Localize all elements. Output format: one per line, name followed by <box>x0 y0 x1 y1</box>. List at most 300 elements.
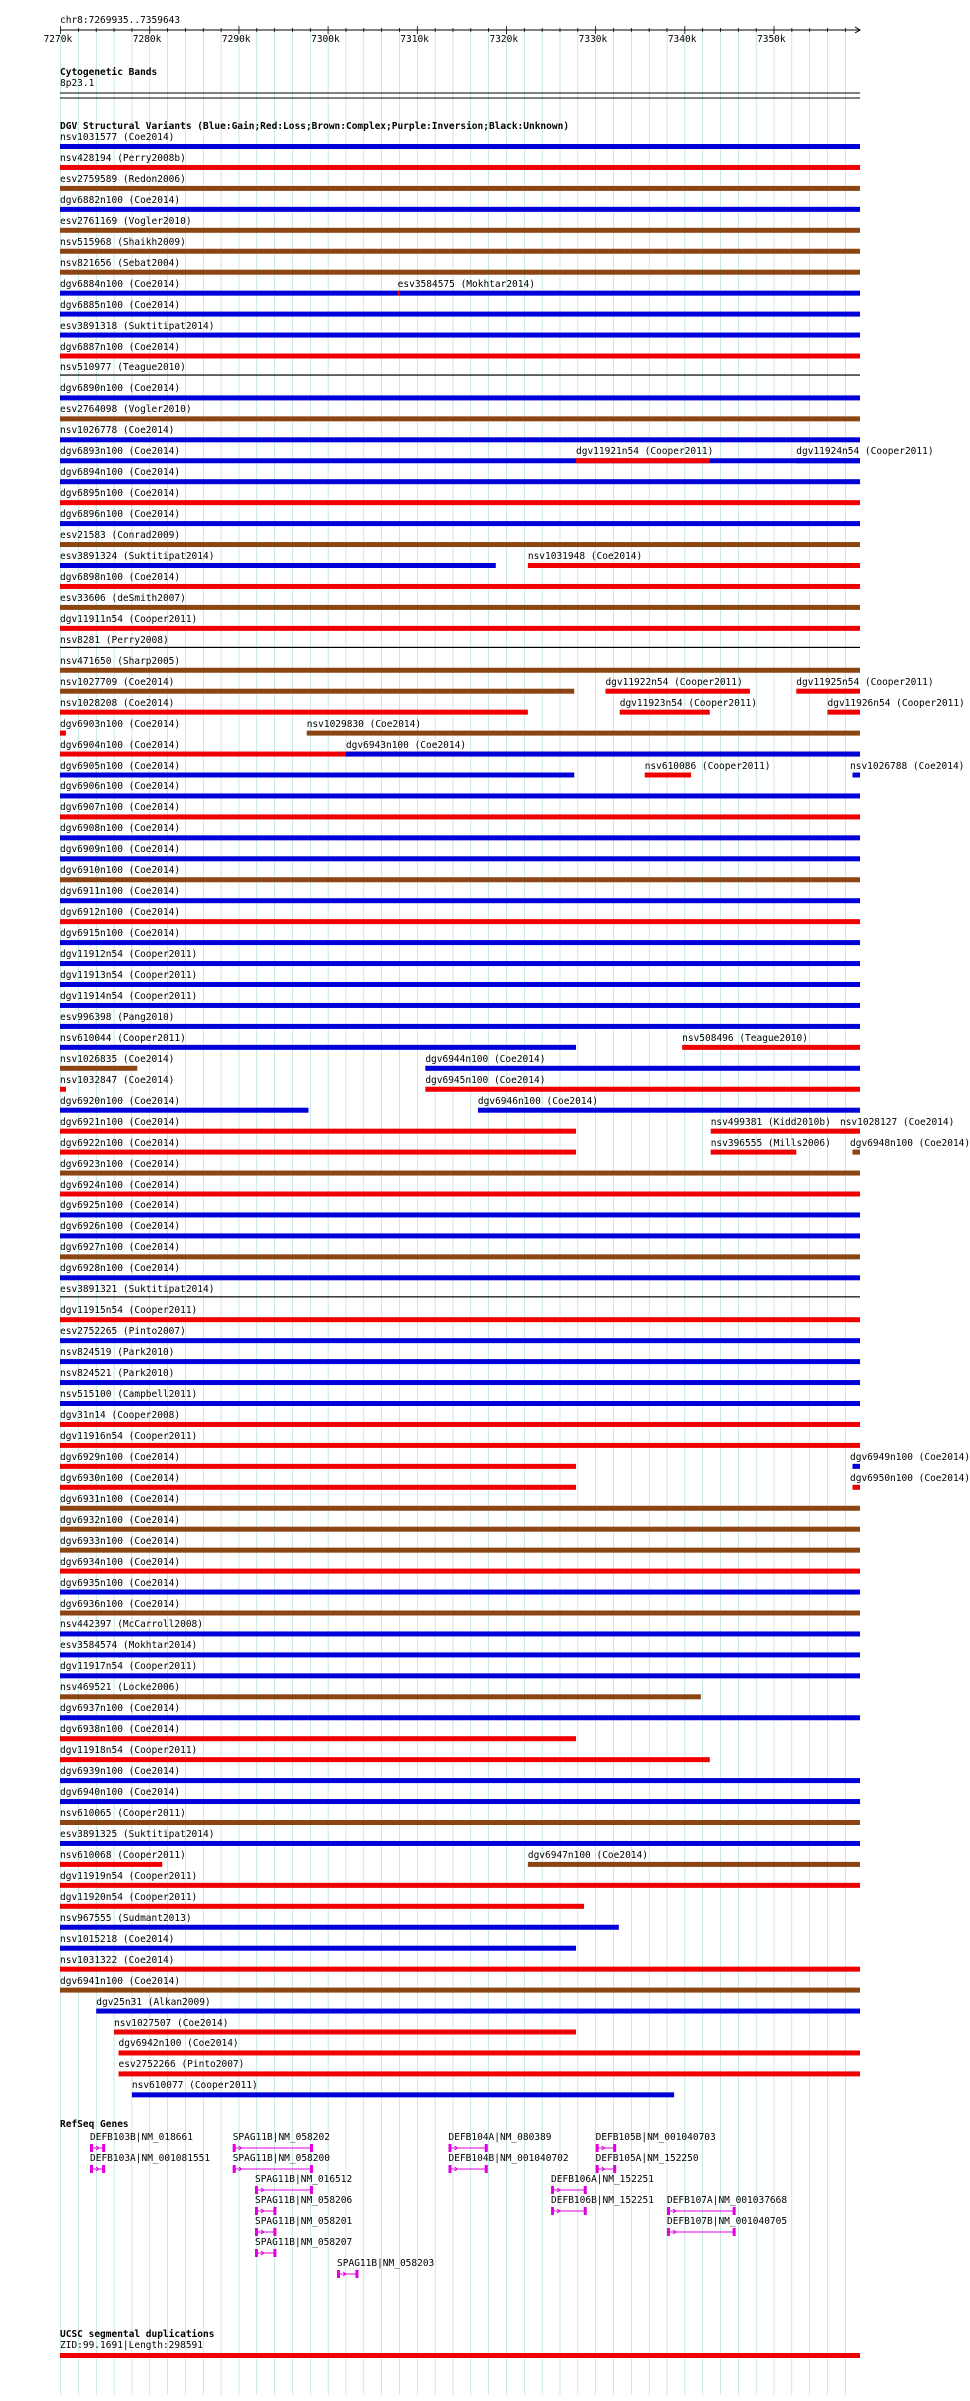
dgv-variant-label[interactable]: dgv6898n100 (Coe2014) <box>60 571 181 583</box>
dgv-variant-label[interactable]: dgv6929n100 (Coe2014) <box>60 1451 181 1463</box>
dgv-variant-label[interactable]: dgv6895n100 (Coe2014) <box>60 488 181 500</box>
gene-exon <box>485 2165 488 2173</box>
dgv-variant-bar <box>852 1485 860 1490</box>
dgv-variant-label[interactable]: nsv515968 (Shaikh2009) <box>60 236 186 248</box>
refseq-gene-label[interactable]: DEFB107B|NM_001040705 <box>666 2216 788 2227</box>
dgv-variant-bar <box>60 1422 860 1427</box>
dgv-variant-bar <box>60 1715 860 1720</box>
dgv-variant-label[interactable]: nsv610044 (Cooper2011) <box>60 1032 186 1044</box>
dgv-variant-label[interactable]: dgv6948n100 (Coe2014) <box>850 1137 970 1149</box>
dgv-variant-bar <box>60 1129 576 1134</box>
gene-exon <box>613 2165 616 2173</box>
axis-tick-label: 7330k <box>578 34 608 45</box>
dgv-variant-label[interactable]: dgv31n14 (Cooper2008) <box>60 1409 181 1421</box>
dgv-variant-bar <box>711 1129 860 1134</box>
dgv-variant-label[interactable]: dgv6950n100 (Coe2014) <box>850 1472 970 1484</box>
dgv-variant-label[interactable]: dgv11912n54 (Cooper2011) <box>60 949 198 961</box>
gene-exon <box>613 2144 616 2152</box>
dgv-variant-bar <box>60 1673 860 1678</box>
dgv-variant-label[interactable]: dgv6907n100 (Coe2014) <box>60 802 181 814</box>
dgv-variant-bar <box>60 1317 860 1322</box>
dgv-variant-label[interactable]: nsv1031948 (Coe2014) <box>527 551 643 562</box>
dgv-variant-label[interactable]: dgv6890n100 (Coe2014) <box>60 383 181 395</box>
gene-exon <box>273 2207 276 2215</box>
dgv-variant-bar <box>60 1841 860 1846</box>
dgv-variant-label[interactable]: dgv6936n100 (Coe2014) <box>60 1598 181 1610</box>
gene-exon <box>733 2228 736 2236</box>
dgv-variant-bar <box>620 710 710 715</box>
dgv-variant-label[interactable]: esv3891325 (Suktitipat2014) <box>60 1828 215 1840</box>
dgv-variant-bar <box>119 2050 860 2055</box>
dgv-variant-bar <box>60 689 574 694</box>
dgv-variant-bar <box>60 1569 860 1574</box>
refseq-gene-label[interactable]: SPAG11B|NM_058206 <box>254 2195 353 2206</box>
dgv-variant-label[interactable]: esv21583 (Conrad2009) <box>60 530 181 542</box>
gene-exon <box>551 2207 554 2215</box>
refseq-track-title[interactable]: RefSeq Genes <box>60 2119 129 2130</box>
dgv-variant-bar <box>60 668 860 673</box>
dgv-variant-bar <box>60 1359 860 1364</box>
dgv-variant-bar <box>114 2030 576 2035</box>
dgv-variant-bar <box>645 773 691 778</box>
refseq-gene-label[interactable]: DEFB106B|NM_152251 <box>551 2195 654 2206</box>
dgv-variant-label[interactable]: dgv6909n100 (Coe2014) <box>60 844 181 856</box>
dgv-variant-bar <box>60 479 860 484</box>
dgv-variant-label[interactable]: dgv11923n54 (Cooper2011) <box>619 697 757 709</box>
dgv-variant-label[interactable]: nsv442397 (McCarroll2008) <box>60 1619 203 1631</box>
dgv-variant-label[interactable]: nsv1031577 (Coe2014) <box>60 132 175 143</box>
dgv-variant-label[interactable]: dgv11921n54 (Cooper2011) <box>576 446 714 458</box>
dgv-variant-bar <box>60 207 860 212</box>
dgv-variant-bar <box>96 2009 860 2014</box>
dgv-variant-bar <box>60 500 860 505</box>
dgv-variant-label[interactable]: dgv6932n100 (Coe2014) <box>60 1514 181 1526</box>
dgv-variant-bar <box>60 1925 619 1930</box>
dgv-variant-label[interactable]: dgv6935n100 (Coe2014) <box>60 1577 181 1589</box>
dgv-variant-bar <box>60 814 860 819</box>
cyto-band-label[interactable]: 8p23.1 <box>60 78 95 89</box>
dgv-variant-bar <box>60 374 860 375</box>
dgv-variant-bar <box>60 626 860 631</box>
dgv-variant-bar <box>60 1736 576 1741</box>
dgv-variant-label[interactable]: dgv6923n100 (Coe2014) <box>60 1158 181 1170</box>
dgv-variant-bar <box>60 1485 576 1490</box>
dgv-variant-bar <box>60 877 860 882</box>
dgv-variant-label[interactable]: esv3891318 (Suktitipat2014) <box>60 320 215 332</box>
refseq-gene-label[interactable]: DEFB107A|NM_001037668 <box>666 2195 788 2206</box>
dgv-variant-bar <box>60 1631 860 1636</box>
dgv-variant-bar <box>60 940 860 945</box>
gene-exon <box>90 2165 93 2173</box>
dgv-variant-label[interactable]: esv2752265 (Pinto2007) <box>60 1326 186 1338</box>
dgv-variant-bar <box>60 144 860 149</box>
locus-label: chr8:7269935..7359643 <box>60 15 181 26</box>
gene-exon <box>102 2165 105 2173</box>
dgv-variant-label[interactable]: dgv6893n100 (Coe2014) <box>60 446 181 458</box>
dgv-variant-label[interactable]: dgv6927n100 (Coe2014) <box>60 1242 181 1254</box>
dgv-variant-label[interactable]: dgv6934n100 (Coe2014) <box>60 1556 181 1568</box>
dgv-variant-bar <box>60 710 528 715</box>
dgv-variant-label[interactable]: nsv821656 (Sebat2004) <box>60 257 181 269</box>
dgv-variant-label[interactable]: esv3584574 (Mokhtar2014) <box>60 1640 198 1652</box>
dgv-variant-label[interactable]: dgv6887n100 (Coe2014) <box>60 341 181 353</box>
axis-tick-label: 7320k <box>489 34 519 45</box>
gene-exon <box>551 2186 554 2194</box>
dgv-variant-bar <box>60 1548 860 1553</box>
dgv-variant-bar <box>60 1757 710 1762</box>
dgv-variant-label[interactable]: dgv11920n54 (Cooper2011) <box>60 1891 198 1903</box>
dgv-variant-label[interactable]: nsv1027507 (Coe2014) <box>114 2017 229 2029</box>
dgv-variant-bar <box>796 689 860 694</box>
gene-exon <box>310 2144 313 2152</box>
dgv-variant-label[interactable]: dgv6949n100 (Coe2014) <box>850 1451 970 1463</box>
dgv-variant-bar <box>60 1254 860 1259</box>
dgv-variant-label[interactable]: nsv610077 (Cooper2011) <box>131 2080 258 2092</box>
refseq-gene-label[interactable]: SPAG11B|NM_058201 <box>254 2216 353 2227</box>
dgv-variant-label[interactable]: nsv396555 (Mills2006) <box>710 1137 831 1149</box>
dgv-variant-bar <box>119 2071 860 2076</box>
gene-exon <box>255 2228 258 2236</box>
dgv-variant-bar <box>576 458 710 463</box>
dgv-variant-label[interactable]: nsv1027709 (Coe2014) <box>60 676 175 688</box>
dgv-variant-bar <box>528 563 860 568</box>
dgv-variant-bar <box>60 1862 162 1867</box>
axis-tick-label: 7300k <box>311 34 340 45</box>
dgv-variant-bar <box>60 1799 860 1804</box>
dgv-variant-label[interactable]: dgv6884n100 (Coe2014) <box>60 278 181 290</box>
dgv-variant-bar <box>60 1652 860 1657</box>
dgv-variant-label[interactable]: dgv11924n54 (Cooper2011) <box>796 446 934 458</box>
dgv-variant-label[interactable]: dgv11915n54 (Cooper2011) <box>60 1305 198 1317</box>
dgv-variant-label[interactable]: nsv508496 (Teague2010) <box>682 1032 808 1044</box>
gene-exon <box>596 2144 599 2152</box>
dgv-variant-label[interactable]: dgv6908n100 (Coe2014) <box>60 823 181 835</box>
gene-exon <box>449 2144 452 2152</box>
dgv-variant-bar <box>60 165 860 170</box>
dgv-variant-bar <box>60 1401 860 1406</box>
dgv-variant-label[interactable]: dgv6925n100 (Coe2014) <box>60 1200 181 1212</box>
gene-exon <box>233 2144 236 2152</box>
dgv-variant-bar <box>60 982 860 987</box>
dgv-variant-bar <box>60 291 860 296</box>
dgv-variant-label[interactable]: nsv824519 (Park2010) <box>60 1347 175 1359</box>
dgv-variant-label[interactable]: nsv610068 (Cooper2011) <box>60 1849 186 1861</box>
dgv-variant-label[interactable]: esv3891321 (Suktitipat2014) <box>60 1284 215 1296</box>
dgv-variant-label[interactable]: nsv1026835 (Coe2014) <box>60 1053 175 1065</box>
dgv-variant-bar <box>60 1024 860 1029</box>
dgv-variant-bar <box>60 1045 576 1050</box>
refseq-gene-label[interactable]: SPAG11B|NM_016512 <box>254 2174 353 2185</box>
dgv-variant-label[interactable]: dgv6940n100 (Coe2014) <box>60 1787 181 1799</box>
dgv-variant-label[interactable]: dgv11914n54 (Cooper2011) <box>60 990 198 1002</box>
dgv-variant-bar <box>60 333 860 338</box>
dgv-variant-bar <box>60 1611 860 1616</box>
dgv-variant-bar <box>852 773 860 778</box>
gene-exon <box>667 2207 670 2215</box>
dgv-track-title[interactable]: DGV Structural Variants (Blue:Gain;Red:Loss;Brown:Complex;Purple:Inversion;Black:Unknown) <box>60 121 570 132</box>
dgv-variant-label[interactable]: dgv6885n100 (Coe2014) <box>60 299 181 311</box>
dgv-variant-label[interactable]: dgv11911n54 (Cooper2011) <box>60 613 198 625</box>
dgv-variant-bar <box>528 1862 860 1867</box>
dgv-variant-bar <box>60 1694 701 1699</box>
dgv-variant-label[interactable]: dgv25n31 (Alkan2009) <box>96 1996 211 2008</box>
dgv-variant-label[interactable]: dgv6905n100 (Coe2014) <box>60 760 181 772</box>
refseq-gene-label[interactable]: SPAG11B|NM_058207 <box>254 2237 353 2248</box>
gene-exon <box>233 2165 236 2173</box>
refseq-gene-label[interactable]: DEFB103B|NM_018661 <box>90 2132 193 2143</box>
dgv-variant-label[interactable]: nsv1028208 (Coe2014) <box>60 697 175 709</box>
segdup-label[interactable]: ZID:99.1691|Length:298591 <box>60 2340 203 2351</box>
dgv-variant-label[interactable]: nsv428194 (Perry2008b) <box>60 152 186 164</box>
dgv-variant-bar <box>60 773 574 778</box>
axis-tick-label: 7340k <box>667 34 697 45</box>
dgv-variant-label[interactable]: nsv469521 (Locke2006) <box>60 1682 181 1694</box>
dgv-variant-bar <box>60 961 860 966</box>
dgv-variant-bar <box>60 605 860 610</box>
dgv-variant-bar <box>60 1464 576 1469</box>
dgv-variant-bar <box>60 1443 860 1448</box>
dgv-variant-bar <box>60 1590 860 1595</box>
gene-exon <box>733 2207 736 2215</box>
dgv-variant-label[interactable]: dgv6931n100 (Coe2014) <box>60 1493 181 1505</box>
gene-exon <box>355 2270 358 2278</box>
dgv-variant-bar <box>605 689 749 694</box>
dgv-variant-label[interactable]: esv2764098 (Vogler2010) <box>60 404 192 416</box>
dgv-variant-bar <box>60 919 860 924</box>
axis-tick-label: 7290k <box>221 34 251 45</box>
dgv-variant-bar <box>60 1338 860 1343</box>
dgv-variant-bar <box>60 1904 584 1909</box>
dgv-variant-bar <box>60 1527 860 1532</box>
dgv-variant-bar <box>60 1066 137 1071</box>
dgv-variant-bar <box>132 2092 674 2097</box>
axis-tick-label: 7310k <box>400 34 429 45</box>
refseq-gene-label[interactable]: SPAG11B|NM_058203 <box>337 2258 435 2269</box>
gene-exon <box>255 2249 258 2257</box>
dgv-variant-label[interactable]: dgv6896n100 (Coe2014) <box>60 509 181 521</box>
dgv-variant-label[interactable]: dgv6937n100 (Coe2014) <box>60 1703 181 1715</box>
dgv-variant-bar <box>60 1380 860 1385</box>
dgv-variant-label[interactable]: dgv6903n100 (Coe2014) <box>60 718 181 730</box>
dgv-variant-label[interactable]: dgv6911n100 (Coe2014) <box>60 886 181 898</box>
gene-exon <box>273 2249 276 2257</box>
dgv-variant-label[interactable]: nsv824521 (Park2010) <box>60 1368 175 1380</box>
dgv-variant-label[interactable]: dgv6894n100 (Coe2014) <box>60 467 181 479</box>
dgv-variant-label[interactable]: nsv471650 (Sharp2005) <box>60 655 181 667</box>
refseq-gene-label[interactable]: DEFB105A|NM_152250 <box>595 2153 699 2164</box>
segdup-bar <box>60 2353 860 2358</box>
dgv-variant-bar <box>60 186 860 191</box>
dgv-variant-label[interactable]: nsv967555 (Sudmant2013) <box>60 1912 192 1924</box>
dgv-variant-label[interactable]: nsv610086 (Cooper2011) <box>644 760 771 772</box>
dgv-variant-bar <box>60 1087 66 1092</box>
dgv-variant-bar <box>60 647 860 648</box>
gene-exon <box>255 2207 258 2215</box>
dgv-variant-label[interactable]: dgv6943n100 (Coe2014) <box>345 739 467 751</box>
dgv-variant-bar <box>60 793 860 798</box>
dgv-variant-bar <box>60 584 860 589</box>
dgv-variant-label[interactable]: dgv6906n100 (Coe2014) <box>60 781 181 793</box>
refseq-gene-label[interactable]: DEFB103A|NM_001081551 <box>90 2153 211 2164</box>
dgv-variant-label[interactable]: dgv6933n100 (Coe2014) <box>60 1535 181 1547</box>
dgv-variant-bar <box>60 1988 860 1993</box>
dgv-variant-bar <box>60 898 860 903</box>
dgv-variant-label[interactable]: esv33606 (deSmith2007) <box>60 592 186 604</box>
dgv-variant-bar <box>60 1820 860 1825</box>
gene-exon <box>584 2207 587 2215</box>
segdup-track-title[interactable]: UCSC segmental duplications <box>60 2329 215 2340</box>
dgv-variant-label[interactable]: dgv6947n100 (Coe2014) <box>527 1849 648 1861</box>
dgv-variant-label[interactable]: esv3891324 (Suktitipat2014) <box>60 551 215 562</box>
dgv-variant-bar <box>425 1087 860 1092</box>
dgv-variant-label[interactable]: esv2759589 (Redon2006) <box>60 173 186 185</box>
dgv-variant-bar <box>60 1150 576 1155</box>
gene-exon <box>584 2186 587 2194</box>
gene-exon <box>90 2144 93 2152</box>
refseq-gene-label[interactable]: SPAG11B|NM_058202 <box>232 2132 330 2143</box>
dgv-variant-bar <box>60 249 860 254</box>
dgv-variant-label[interactable]: dgv6922n100 (Coe2014) <box>60 1137 181 1149</box>
dgv-variant-bar <box>682 1045 860 1050</box>
refseq-gene-label[interactable]: DEFB104A|NM_080389 <box>448 2132 552 2143</box>
dgv-variant-bar <box>60 1506 860 1511</box>
dgv-variant-label[interactable]: dgv6944n100 (Coe2014) <box>425 1053 546 1065</box>
dgv-variant-bar <box>60 1212 860 1217</box>
refseq-gene-label[interactable]: SPAG11B|NM_058200 <box>232 2153 330 2164</box>
gene-exon <box>667 2228 670 2236</box>
dgv-variant-bar <box>60 437 860 442</box>
dgv-variant-label[interactable]: dgv6882n100 (Coe2014) <box>60 194 181 206</box>
dgv-variant-label[interactable]: nsv610065 (Cooper2011) <box>60 1808 186 1819</box>
dgv-variant-bar <box>60 354 860 359</box>
dgv-variant-label[interactable]: dgv6910n100 (Coe2014) <box>60 865 181 877</box>
dgv-variant-label[interactable]: dgv11918n54 (Cooper2011) <box>60 1745 198 1757</box>
dgv-variant-label[interactable]: dgv6924n100 (Coe2014) <box>60 1179 181 1191</box>
dgv-variant-label[interactable]: dgv6941n100 (Coe2014) <box>60 1975 181 1987</box>
dgv-variant-label[interactable]: dgv6928n100 (Coe2014) <box>60 1263 181 1275</box>
dgv-variant-label[interactable]: nsv1026788 (Coe2014) <box>850 760 965 772</box>
dgv-variant-bar <box>398 291 400 296</box>
dgv-variant-bar <box>478 1108 860 1113</box>
gene-exon <box>273 2228 276 2236</box>
dgv-variant-label[interactable]: dgv11913n54 (Cooper2011) <box>60 970 198 981</box>
gene-exon <box>337 2270 340 2278</box>
dgv-variant-bar <box>852 1150 860 1155</box>
dgv-variant-label[interactable]: dgv11917n54 (Cooper2011) <box>60 1661 198 1673</box>
dgv-variant-bar <box>60 270 860 275</box>
dgv-variant-label[interactable]: nsv510977 (Teague2010) <box>60 362 186 374</box>
dgv-variant-label[interactable]: nsv1015218 (Coe2014) <box>60 1933 175 1945</box>
dgv-variant-bar <box>60 458 860 463</box>
dgv-variant-label[interactable]: dgv6939n100 (Coe2014) <box>60 1766 181 1778</box>
dgv-variant-label[interactable]: dgv11926n54 (Cooper2011) <box>827 697 965 709</box>
dgv-variant-label[interactable]: dgv6904n100 (Coe2014) <box>60 739 181 751</box>
dgv-variant-bar <box>60 1171 860 1176</box>
dgv-variant-bar <box>60 563 496 568</box>
dgv-variant-bar <box>60 1108 308 1113</box>
dgv-variant-label[interactable]: dgv6930n100 (Coe2014) <box>60 1472 181 1484</box>
dgv-variant-label[interactable]: esv3584575 (Mokhtar2014) <box>397 278 535 290</box>
dgv-variant-bar <box>60 1275 860 1280</box>
dgv-variant-bar <box>60 416 860 421</box>
dgv-variant-label[interactable]: dgv6920n100 (Coe2014) <box>60 1095 181 1107</box>
gene-exon <box>485 2144 488 2152</box>
dgv-variant-bar <box>60 1946 576 1951</box>
refseq-gene-label[interactable]: DEFB104B|NM_001040702 <box>448 2153 569 2164</box>
dgv-variant-label[interactable]: nsv1032847 (Coe2014) <box>60 1074 175 1086</box>
dgv-variant-bar <box>60 312 860 317</box>
dgv-variant-label[interactable]: esv996398 (Pang2010) <box>60 1011 175 1023</box>
dgv-variant-bar <box>60 1967 860 1972</box>
dgv-variant-bar <box>828 710 860 715</box>
dgv-variant-label[interactable]: nsv1026778 (Coe2014) <box>60 425 175 437</box>
dgv-variant-bar <box>60 731 66 736</box>
axis-tick-label: 7350k <box>757 34 786 45</box>
dgv-variant-bar <box>60 228 860 233</box>
dgv-variant-bar <box>60 856 860 861</box>
cyto-track-title[interactable]: Cytogenetic Bands <box>60 67 158 78</box>
dgv-variant-label[interactable]: dgv11916n54 (Cooper2011) <box>60 1430 198 1442</box>
dgv-variant-label[interactable]: esv2752266 (Pinto2007) <box>118 2059 245 2071</box>
gene-exon <box>596 2165 599 2173</box>
dgv-variant-label[interactable]: esv2761169 (Vogler2010) <box>60 215 192 227</box>
dgv-variant-bar <box>840 1129 860 1134</box>
dgv-variant-label[interactable]: nsv1028127 (Coe2014) <box>839 1116 955 1128</box>
dgv-variant-label[interactable]: nsv499381 (Kidd2010b) <box>710 1116 831 1128</box>
dgv-variant-label[interactable]: dgv11922n54 (Cooper2011) <box>605 676 743 688</box>
dgv-variant-bar <box>711 1150 797 1155</box>
dgv-variant-bar <box>346 752 860 757</box>
dgv-variant-label[interactable]: nsv1031322 (Coe2014) <box>60 1954 175 1966</box>
dgv-variant-bar <box>307 731 860 736</box>
dgv-variant-bar <box>60 1883 860 1888</box>
dgv-variant-bar <box>60 1003 860 1008</box>
dgv-variant-label[interactable]: dgv6938n100 (Coe2014) <box>60 1724 181 1736</box>
dgv-variant-bar <box>60 542 860 547</box>
axis-tick-label: 7270k <box>43 34 73 45</box>
axis-tick-label: 7280k <box>132 34 162 45</box>
dgv-variant-bar <box>60 1192 860 1197</box>
refseq-gene-label[interactable]: DEFB105B|NM_001040703 <box>595 2132 716 2143</box>
dgv-variant-label[interactable]: dgv11925n54 (Cooper2011) <box>796 676 934 688</box>
dgv-variant-label[interactable]: nsv8281 (Perry2008) <box>60 634 169 646</box>
dgv-variant-label[interactable]: dgv6945n100 (Coe2014) <box>425 1074 546 1086</box>
dgv-variant-label[interactable]: dgv6926n100 (Coe2014) <box>60 1221 181 1233</box>
dgv-variant-label[interactable]: dgv6942n100 (Coe2014) <box>118 2038 239 2050</box>
dgv-variant-label[interactable]: dgv6921n100 (Coe2014) <box>60 1116 181 1128</box>
gene-exon <box>102 2144 105 2152</box>
dgv-variant-bar <box>60 835 860 840</box>
refseq-gene-label[interactable]: DEFB106A|NM_152251 <box>551 2174 654 2185</box>
dgv-variant-label[interactable]: dgv11919n54 (Cooper2011) <box>60 1870 198 1882</box>
dgv-variant-bar <box>796 458 860 463</box>
dgv-variant-label[interactable]: nsv1029830 (Coe2014) <box>306 718 422 730</box>
gene-exon <box>255 2186 258 2194</box>
dgv-variant-label[interactable]: nsv515100 (Campbell2011) <box>60 1389 198 1400</box>
dgv-variant-bar <box>60 395 860 400</box>
dgv-variant-label[interactable]: dgv6912n100 (Coe2014) <box>60 907 181 919</box>
dgv-variant-bar <box>60 1296 860 1297</box>
dgv-variant-bar <box>60 521 860 526</box>
dgv-variant-label[interactable]: dgv6915n100 (Coe2014) <box>60 928 181 940</box>
dgv-variant-bar <box>425 1066 860 1071</box>
dgv-variant-bar <box>60 1778 860 1783</box>
gene-exon <box>449 2165 452 2173</box>
dgv-variant-label[interactable]: dgv6946n100 (Coe2014) <box>477 1095 599 1107</box>
dgv-variant-bar <box>852 1464 860 1469</box>
dgv-variant-bar <box>60 1233 860 1238</box>
gene-exon <box>310 2186 313 2194</box>
